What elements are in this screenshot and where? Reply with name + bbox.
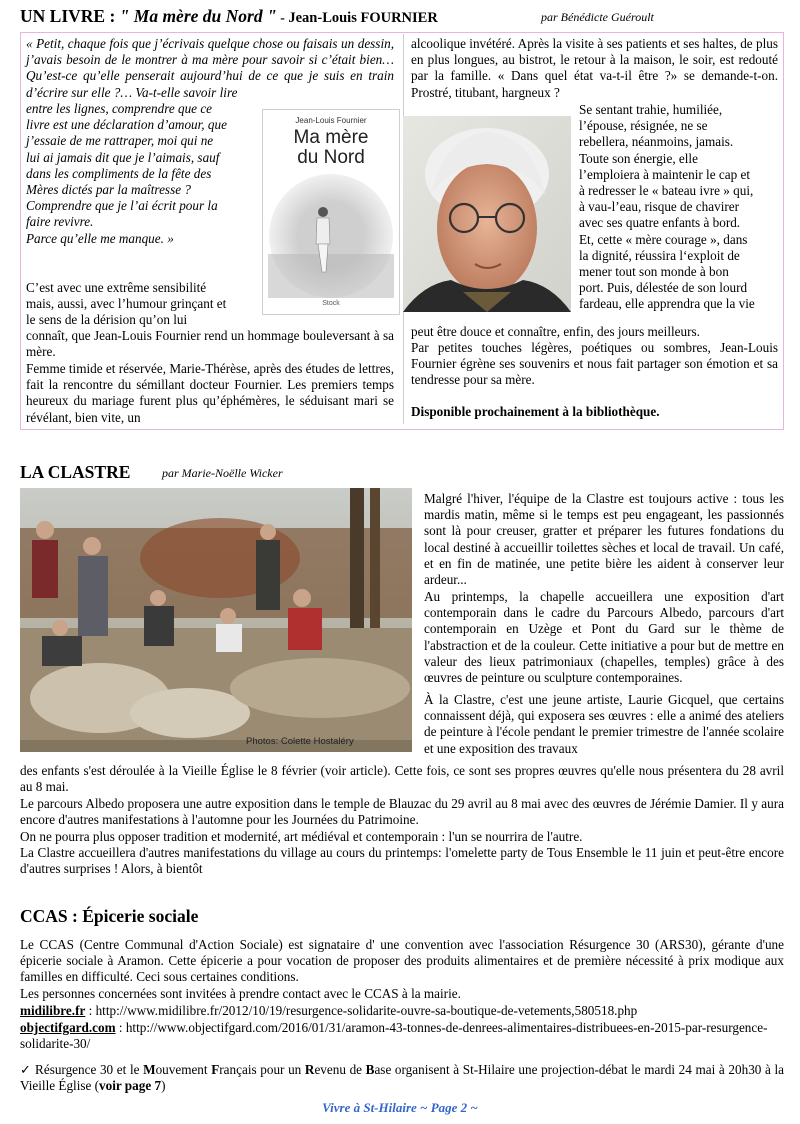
right-line: Se sentant trahie, humiliée, (579, 102, 723, 117)
livre-right-narrow (579, 102, 777, 313)
note-text: Résurgence 30 et le (31, 1062, 144, 1077)
note-text: evenu de (314, 1062, 366, 1077)
livre-title-dash: - (276, 11, 289, 26)
quote-line: Comprendre que je l’ai écrit pour la (26, 198, 218, 214)
quote-line: lui ai jamais dit que je l’aimais, sauf (26, 149, 220, 165)
livre-quote-top: « Petit, chaque fois que j’écrivais quelque chose ou faisais un dessin, j’avais besoin de le montrer à ma mère pour savoir si c’était bien… Qu’est-ce qu’elle penserait aujourd’hui de ce que je suis en train d’écrire sur elle ?… Va-t-elle savoir lire (26, 36, 394, 100)
right-line: l’emploiera à maintenir le cap et (579, 166, 750, 182)
quote-line: j’essaie de me rattraper, moi qui ne (26, 133, 214, 149)
clastre-photo (20, 488, 412, 752)
page-footer: Vivre à St-Hilaire ~ Page 2 ~ (322, 1100, 478, 1115)
clastre-full-p4: La Clastre accueillera d'autres manifestations du village au cours du printemps: l'omelette party de Tous Ensemble le 11 juin et peut-être encore d'autres surprises ! Alors, à bientôt (20, 845, 784, 877)
clastre-full-p1: des enfants s'est déroulée à la Vieille Église le 8 février (voir article). Cette fois, ce sont ses propres œuvres qu'elle nous présentera du 28 avril au 8 mai. (20, 763, 784, 795)
right-line: la dignité, réussira l‘exploit de (579, 247, 740, 263)
clastre-byline: par Marie-Noëlle Wicker (162, 466, 283, 480)
cover-title-2: du Nord (297, 147, 365, 168)
right-line: port. Puis, délestée de son lourd (579, 280, 748, 296)
note-initial: F (211, 1062, 220, 1077)
quote-line: dans les compliments de la fête des (26, 165, 212, 181)
para2-line: le sens de la dérision qu’on lui (26, 312, 188, 328)
clastre-right-p2: Au printemps, la chapelle accueillera une exposition d'art contemporain dans le cadre du Parcours Albedo, parcours d'art contemporain en Uzège et Pont du Gard sur le thème de l'abstraction et de la couleur. Cette initiative a pour but de mettre en valeur des lieux patrimoniaux (chapelles, temples) grâce à des œuvres de peinture ou sculpture contemporaines. (424, 589, 784, 686)
quote-line: Parce qu’elle me manque. » (26, 230, 174, 246)
cover-author: Jean-Louis Fournier (295, 116, 367, 125)
note-initial: R (304, 1062, 315, 1077)
ccas-title: CCAS : Épicerie sociale (20, 906, 199, 926)
right-line: mener tout son monde à bon (579, 264, 729, 280)
livre-title-prefix: UN LIVRE : (20, 6, 120, 26)
note-text: ouvement (155, 1062, 212, 1077)
para2-line: mais, aussi, avec l’humour grinçant et (26, 296, 227, 312)
author-portrait (403, 116, 571, 312)
clastre-photo-credit: Photos: Colette Hostaléry (246, 736, 354, 747)
ccas-link2 (20, 1020, 784, 1052)
livre-para3: Femme timide et réservée, Marie-Thérèse, après des études de lettres, fait la rencontre du sémillant docteur Fournier. Les premiers temps heureux du mariage furent plus qu’éphémères, le séduisant mari se révélant, bien vite, un (26, 361, 394, 425)
right-line: rebellera, néanmoins, jamais. (579, 134, 734, 150)
note-text: ase organisent à St-Hilaire une projection-débat le mardi 24 mai à 20h30 à la Vieille Église ( (20, 1062, 785, 1094)
midilibre-url: : http://www.midilibre.fr/2012/10/19/resurgence-solidarite-ouvre-sa-boutique-de-vetements,580518.php (85, 1003, 638, 1018)
cover-title-1: Ma mère (293, 127, 369, 148)
clastre-full-p2: Le parcours Albedo proposera une autre exposition dans le temple de Blauzac du 29 avril au 8 mai avec des œuvres de Jérémie Damier. Il y aura encore d'autres manifestations à l'automne pour les Journées du Patrimoine. (20, 796, 784, 828)
see-page-link[interactable]: voir page 7 (99, 1078, 162, 1094)
clastre-title: LA CLASTRE (20, 462, 131, 482)
checkmark-icon: ✓ (20, 1062, 32, 1077)
para2-line: C’est avec une extrême sensibilité (26, 280, 207, 295)
quote-line: faire revivre. (26, 214, 94, 230)
quote-line: livre est une déclaration d’amour, que (26, 117, 227, 133)
right-line: Et, cette « mère courage », dans (579, 231, 748, 247)
ccas-note (20, 1062, 784, 1094)
ccas-p1: Le CCAS (Centre Communal d'Action Sociale) est signataire d' une convention avec l'association Résurgence 30 (ARS30), gérante d'une épicerie sociale à Aramon. Cette épicerie a pour vocation de proposer des produits alimentaires et de première nécessité à prix modique aux familles en difficulté. Ceci sous certaines conditions. (20, 937, 784, 985)
livre-para2-rest: connaît, que Jean-Louis Fournier rend un hommage bouleversant à sa mère. (26, 328, 394, 360)
livre-right-top: alcoolique invétéré. Après la visite à ses patients et ses haltes, de plus en plus longues, au bistrot, le retour à la maison, le soir, est redouté par la famille. « Dans quel état va-t-il être ?» se demande-t-on. Prostré, titubant, hargneux ? (411, 36, 778, 100)
livre-right-para2: Par petites touches légères, poétiques ou sombres, Jean-Louis Fournier égrène ses souvenirs et nous fait partager son émotion et sa tendresse pour sa mère. (411, 340, 778, 388)
quote-line: Mères dictés par la maîtresse ? (26, 182, 191, 198)
right-line: avec ses quatre enfants à bord. (579, 215, 741, 231)
clastre-right-p3: À la Clastre, c'est une jeune artiste, Laurie Gicquel, que certains connaissent déjà, qui exposera ses œuvres : elle a animé des ateliers de peinture à l'école pendant le premier trimestre de l'année scolaire et une exposition des travaux (424, 692, 784, 756)
right-line: l’épouse, résignée, ne se (579, 118, 708, 134)
right-line: Toute son énergie, elle (579, 150, 698, 166)
note-initial: B (365, 1062, 375, 1077)
cover-publisher: Stock (322, 300, 340, 307)
ccas-link1 (20, 1003, 784, 1019)
clastre-full-p3: On ne pourra plus opposer tradition et modernité, art médiéval et contemporain : l'un se nourrira de l'autre. (20, 829, 583, 844)
book-cover (262, 109, 400, 315)
livre-book-title: " Ma mère du Nord " (119, 6, 277, 26)
livre-byline: par Bénédicte Guéroult (541, 10, 654, 24)
clastre-right-p1: Malgré l'hiver, l'équipe de la Clastre est toujours active : tous les mardis matin, même si le temps est peu engageant, les passionnés sont là pour creuser, gratter et préparer les futures fondations du local destiné à accueillir toilettes sèches et local de travail. Un café, et en fin de matinée, une petite bière les aident à conserver leur ardeur... (424, 491, 784, 588)
note-initial: M (143, 1062, 156, 1077)
cover-photo (268, 174, 394, 298)
right-line: à vau-l’eau, risque de chavirer (579, 199, 739, 215)
livre-quote-narrow (26, 101, 256, 247)
midilibre-link[interactable]: midilibre.fr (20, 1003, 86, 1018)
livre-para2-narrow (26, 280, 256, 329)
quote-line: entre les lignes, comprendre que ce (26, 101, 213, 116)
objectifgard-url: : http://www.objectifgard.com/2016/01/31/aramon-43-tonnes-de-denrees-alimentaires-distribuees-en-2015-par-resurgence-solidarite-30/ (20, 1020, 768, 1052)
livre-author: Jean-Louis FOURNIER (288, 10, 438, 26)
note-text: rançais pour un (219, 1062, 305, 1077)
note-text: ) (161, 1078, 166, 1094)
right-line: fardeau, elle apprendra que la vie (579, 296, 755, 312)
right-line: à redresser le « bateau ivre » qui, (579, 183, 754, 199)
objectifgard-link[interactable]: objectifgard.com (20, 1020, 116, 1035)
livre-right-rest: peut être douce et connaître, enfin, des jours meilleurs. (411, 324, 700, 339)
livre-heading (20, 6, 438, 27)
livre-availability: Disponible prochainement à la bibliothèque. (411, 404, 660, 419)
ccas-p2: Les personnes concernées sont invitées à prendre contact avec le CCAS à la mairie. (20, 986, 461, 1001)
